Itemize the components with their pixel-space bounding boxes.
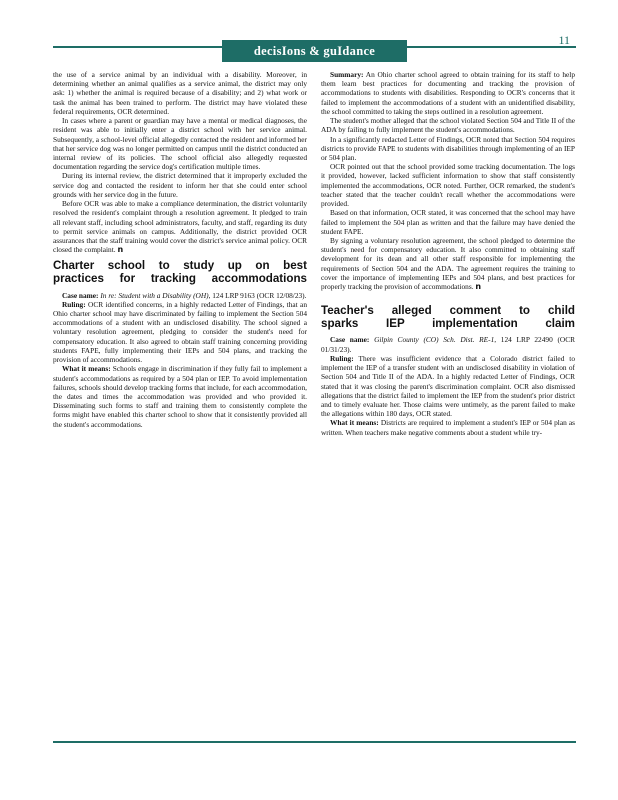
body-paragraph: Based on that information, OCR stated, it was concerned that the school may have failed to implement the 504 plan as written and that the failure may have denied the student FAPE. <box>321 208 575 236</box>
summary-text: An Ohio charter school agreed to obtain training for its staff to help them learn best practices for documenting and tracking the provision of accommodations to students with disabilities. Responding to OCR's concerns that it failed to implement the accommodations of a student with an unidentified disability, the school committed to taking the steps outlined in a resolution agreement. <box>321 70 575 116</box>
body-paragraph: During its internal review, the district determined that it improperly excluded the service dog and contacted the resident to inform her that she could enter school grounds with her service dog in the future. <box>53 171 307 199</box>
body-paragraph: The student's mother alleged that the school violated Section 504 and Title II of the ADA by failing to fully implement the student's accommodations. <box>321 116 575 135</box>
case-name-paragraph <box>321 335 575 353</box>
summary-paragraph <box>321 70 575 116</box>
what-it-means-label: What it means: <box>62 364 111 374</box>
ruling-label: Ruling: <box>62 299 86 309</box>
ruling-paragraph <box>53 300 307 365</box>
ruling-label: Ruling: <box>330 353 354 363</box>
end-of-story-mark: n <box>117 245 124 255</box>
what-it-means-paragraph <box>53 364 307 429</box>
body-paragraph: the use of a service animal by an individual with a disability. Moreover, in determining whether an animal qualifies as a service animal, the district may only ask: 1) whether the animal is required because of a disability; and 2) what work or task the animal has been trained to perform. The district may have violated these federal requirements, OCR determined. <box>53 70 307 116</box>
what-it-means-paragraph <box>321 418 575 436</box>
left-column <box>53 70 307 429</box>
headline-line: Teacher's alleged comment to child <box>321 304 575 318</box>
ruling-text: There was insufficient evidence that a Colorado district failed to implement the IEP of a transfer student with an undisclosed disability in violation of Section 504 and Title II of the ADA. In a highly redacted Letter of Findings, OCR stated that it was closing the parent's discrimination complaint. OCR also dismissed allegations that the district failed to implement the IEP from the student's prior district and to timely evaluate her. Those claims were untimely, as the parent failed to make the allegations within 180 days, OCR stated. <box>321 353 575 419</box>
headline-line: Charter school to study up on best <box>53 259 307 273</box>
what-it-means-text: Schools engage in discrimination if they fully fail to implement a student's accommodations as required by a 504 plan or IEP. To avoid implementation failures, schools should develop tracking forms that include, for each accommodation, the dates and times the accommodation was provided and who provided it. Disseminating such forms to staff and training them to consistently complete the forms might have enabled this charter school to show that it consistently provided all the student's accommodations. <box>53 364 307 429</box>
story-headline <box>321 305 575 330</box>
body-paragraph: In cases where a parent or guardian may have a mental or medical diagnoses, the resident was able to initially enter a district school with her service animal. Subsequently, a school-level official allegedly contacted the resident and informed her that her service dog was no longer permitted on campus until the district conducted an internal review of its policies. The school official also allegedly requested documentation regarding the service dog's certification multiple times. <box>53 116 307 172</box>
case-citation: , 124 LRP 22490 (OCR 01/31/23). <box>321 335 575 354</box>
body-paragraph <box>321 236 575 291</box>
section-title-band <box>222 40 407 62</box>
case-name-label: Case name: <box>330 335 370 345</box>
page-number: 11 <box>558 33 570 47</box>
body-paragraph <box>53 199 307 254</box>
paragraph-text: By signing a voluntary resolution agreement, the school pledged to determine the student's need for compensatory education. It also committed to obtaining staff development for its dean and all other staff responsible for implementing the requirements of Section 504 and the ADA. The agreement requires the training to cover the importance of implementing IEPs and 504 plans, and best practices for properly tracking the provision of accommodations. <box>321 235 575 292</box>
what-it-means-text: Districts are required to implement a student's IEP or 504 plan as written. When teachers make negative comments about a student while try- <box>321 418 576 437</box>
case-name: Gilpin County (CO) Sch. Dist. RE-1 <box>374 335 495 345</box>
case-citation: , 124 LRP 9163 (OCR 12/08/23). <box>208 290 307 300</box>
ruling-paragraph <box>321 354 575 419</box>
case-name-label: Case name: <box>62 290 99 300</box>
ruling-text: OCR identified concerns, in a highly redacted Letter of Findings, that an Ohio charter school may have discriminated by failing to implement the Section 504 accommodations of a student with an undisclosed disability. The school signed a voluntary resolution agreement, pledging to consider the student's need for compensatory education. It also agreed to obtain staff training concerning providing students FAPE, fully implementing their IEPs and 504 plans, and tracking the provision of accommodations. <box>53 299 307 365</box>
headline-line: practices for tracking accommodations <box>53 271 307 285</box>
summary-label: Summary: <box>330 70 364 79</box>
body-paragraph: OCR pointed out that the school provided some tracking documentation. The logs it provided, however, lacked sufficient information to show that staff consistently implemented the accommodations, OCR noted. Further, OCR remarked, the student's teacher stated that the teacher couldn't recall whether the accommodations were provided. <box>321 162 575 209</box>
paragraph-text: Before OCR was able to make a compliance determination, the district voluntarily resolved the resident's complaint through a resolution agreement. It pledged to train all relevant staff, including school administrators, faculty, and staff, regarding its duty to permit service animals on campus. Additionally, the district provided OCR assurances that the staff training would cover the district's service animal policy. OCR closed the complaint. <box>53 199 307 255</box>
what-it-means-label: What it means: <box>330 418 379 428</box>
footer-rule <box>53 741 576 743</box>
body-paragraph: In a significantly redacted Letter of Findings, OCR noted that Section 504 requires districts to provide FAPE to students with disabilities through implementing of an IEP or 504 plan. <box>321 134 575 162</box>
headline-line: sparks IEP implementation claim <box>321 316 575 330</box>
end-of-story-mark: n <box>475 282 482 292</box>
right-column <box>321 70 575 437</box>
section-title: decisIons & guIdance <box>253 44 376 58</box>
case-name: In re: Student with a Disability (OH) <box>100 290 209 300</box>
case-name-paragraph <box>53 291 307 300</box>
story-headline <box>53 260 307 285</box>
